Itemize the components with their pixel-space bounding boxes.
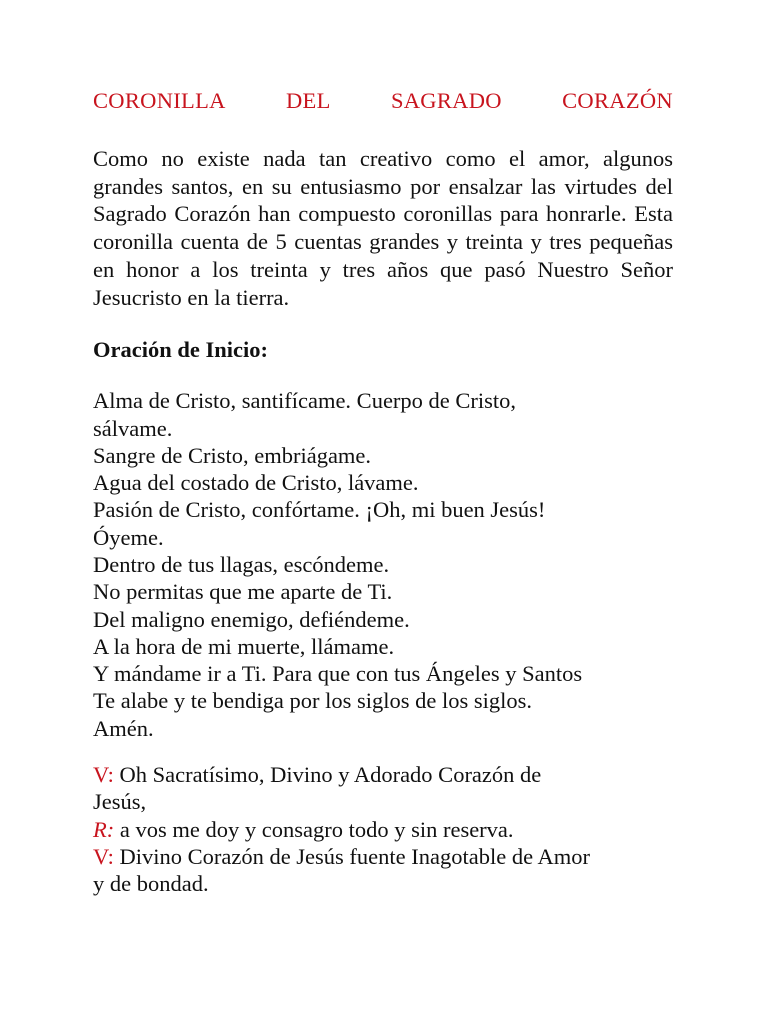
- prayer-line: Y mándame ir a Ti. Para que con tus Ángeles y Santos: [93, 661, 583, 687]
- title-word: SAGRADO: [390, 88, 502, 113]
- versicle: [93, 761, 673, 788]
- versicle-continuation: Jesús,: [93, 789, 147, 815]
- response: [93, 816, 673, 843]
- prayer-line: Alma de Cristo, santifícame. Cuerpo de Cristo,: [93, 388, 517, 414]
- prayer-line: Sangre de Cristo, embriágame.: [93, 442, 372, 468]
- response-text: a vos me doy y consagro todo y sin reserva.: [119, 816, 514, 842]
- prayer-line: No permitas que me aparte de Ti.: [93, 579, 393, 605]
- versicle-text: Oh Sacratísimo, Divino y Adorado Corazón de: [119, 762, 542, 788]
- versicle-text: Divino Corazón de Jesús fuente Inagotable de Amor: [119, 843, 590, 869]
- title-word: CORONILLA: [93, 88, 226, 113]
- response-marker: R:: [93, 816, 115, 842]
- document-title: [93, 86, 673, 116]
- prayer-line: Pasión de Cristo, confórtame. ¡Oh, mi buen Jesús!: [93, 497, 546, 523]
- title-word: DEL: [286, 88, 331, 113]
- intro-paragraph: Como no existe nada tan creativo como el amor, algunos grandes santos, en su entusiasmo por ensalzar las virtudes del Sagrado Corazón han compuesto coronillas para honrarle. Esta coronilla cuenta de 5 cuentas grandes y treinta y tres pequeñas en honor a los treinta y tres años que pasó Nuestro Señor Jesucristo en la tierra.: [93, 146, 673, 310]
- opening-prayer: [93, 387, 673, 742]
- prayer-line: A la hora de mi muerte, llámame.: [93, 633, 395, 659]
- opening-prayer-heading: Oración de Inicio:: [93, 337, 268, 363]
- prayer-line: Dentro de tus llagas, escóndeme.: [93, 552, 390, 577]
- title-word: CORAZÓN: [562, 88, 673, 113]
- prayer-line: Amén.: [93, 715, 154, 741]
- document-page: [93, 86, 673, 898]
- versicle-continuation: y de bondad.: [93, 871, 209, 897]
- versicle: [93, 843, 673, 870]
- versicle-marker: V:: [93, 762, 114, 788]
- prayer-line: Óyeme.: [93, 524, 164, 550]
- prayer-line: Agua del costado de Cristo, lávame.: [93, 470, 419, 496]
- prayer-line: Te alabe y te bendiga por los siglos de los siglos.: [93, 688, 532, 714]
- prayer-line: Del maligno enemigo, defiéndeme.: [93, 606, 410, 632]
- versicles-section: [93, 761, 673, 897]
- prayer-line: sálvame.: [93, 415, 173, 441]
- versicle-marker: V:: [93, 843, 114, 869]
